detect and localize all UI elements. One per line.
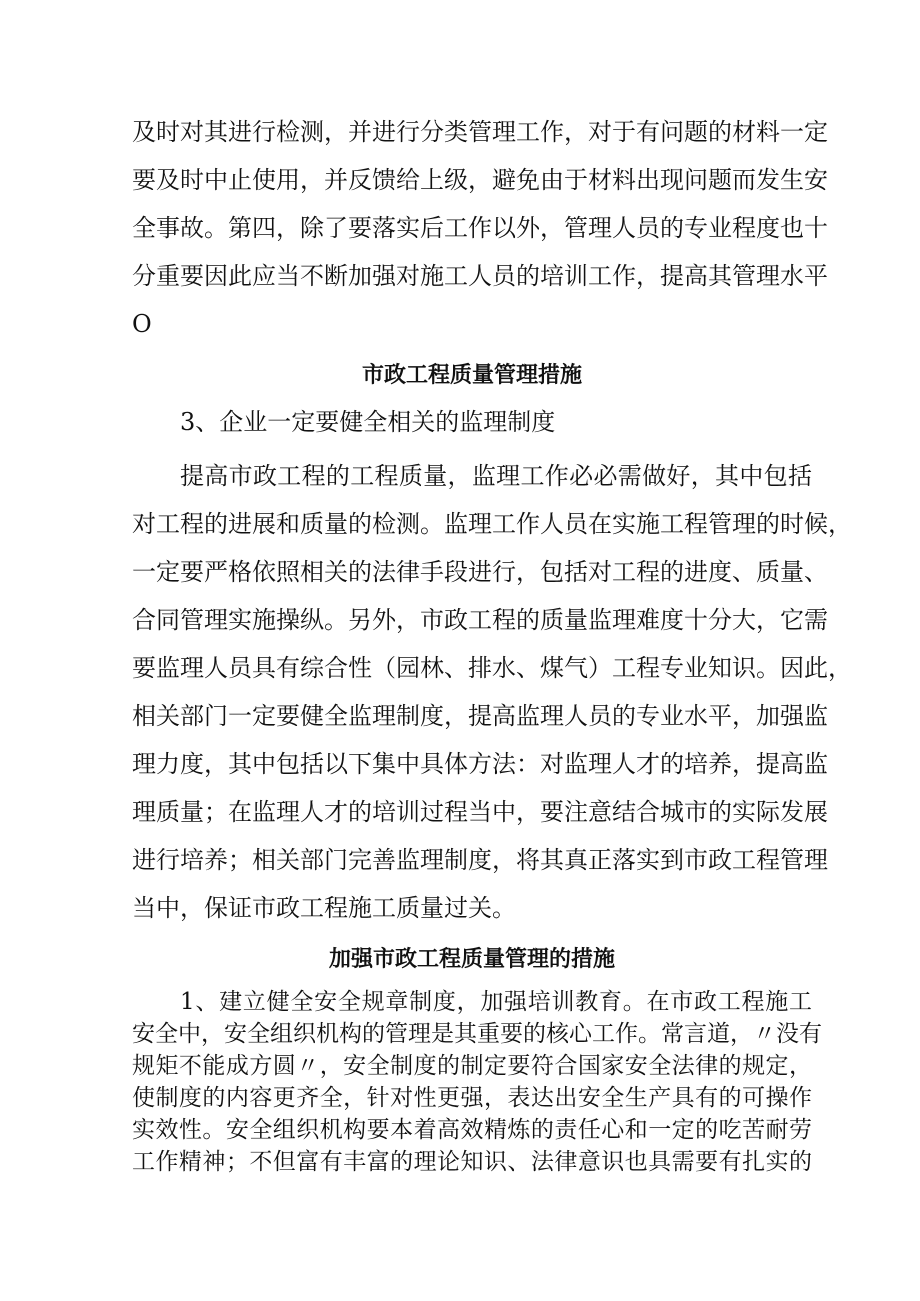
section-heading-quality-measures: 市政工程质量管理措施 [361,363,582,388]
text-line: 使制度的内容更齐全，针对性更强，表达出安全生产具有的可操作 [132,1085,812,1111]
text-line: 实效性。安全组织机构要本着高效精炼的责任心和一定的吃苦耐劳 [132,1117,812,1143]
text-line: 安全中，安全组织机构的管理是其重要的核心工作。常言道，〃没有 [132,1021,822,1047]
text-line: 分重要因此应当不断加强对施工人员的培训工作，提高其管理水平 [132,262,828,290]
document-page [132,108,852,1178]
text-line: O [132,310,152,338]
text-line: 要及时中止使用，并反馈给上级，避免由于材料出现问题而发生安 [132,166,828,194]
text-line: 1、建立健全安全规章制度，加强培训教育。在市政工程施工 [180,989,812,1015]
text-line: 对工程的进展和质量的检测。监理工作人员在实施工程管理的时候， [132,510,852,538]
text-line: 提高市政工程的工程质量，监理工作必必需做好，其中包括 [180,462,812,490]
paragraph-materials-continued [132,108,828,348]
text-line: 要监理人员具有综合性（园林、排水、煤气）工程专业知识。因此， [132,654,852,682]
text-line: 理力度，其中包括以下集中具体方法：对监理人才的培养，提高监 [132,750,828,778]
text-line: 相关部门一定要健全监理制度，提高监理人员的专业水平，加强监 [132,702,828,730]
text-line: 全事故。第四，除了要落实后工作以外，管理人员的专业程度也十 [132,214,828,242]
text-line: 一定要严格依照相关的法律手段进行，包括对工程的进度、质量、 [132,558,828,586]
paragraph-supervision [132,452,852,932]
text-line: 工作精神；不但富有丰富的理论知识、法律意识也具需要有扎实的 [132,1149,812,1175]
text-line: 进行培养；相关部门完善监理制度，将其真正落实到市政工程管理 [132,846,828,874]
text-line: 及时对其进行检测，并进行分类管理工作，对于有问题的材料一定 [132,118,828,146]
text-line: 当中，保证市政工程施工质量过关。 [132,894,516,922]
section-heading-strengthen-measures: 加强市政工程质量管理的措施 [328,947,615,972]
subheading-supervision-system: 3、企业一定要健全相关的监理制度 [180,408,556,436]
text-line: 规矩不能成方圆〃，安全制度的制定要符合国家安全法律的规定， [132,1053,812,1079]
text-line: 合同管理实施操纵。另外，市政工程的质量监理难度十分大，它需 [132,606,828,634]
paragraph-safety-rules [132,986,822,1178]
text-line: 理质量；在监理人才的培训过程当中，要注意结合城市的实际发展 [132,798,828,826]
